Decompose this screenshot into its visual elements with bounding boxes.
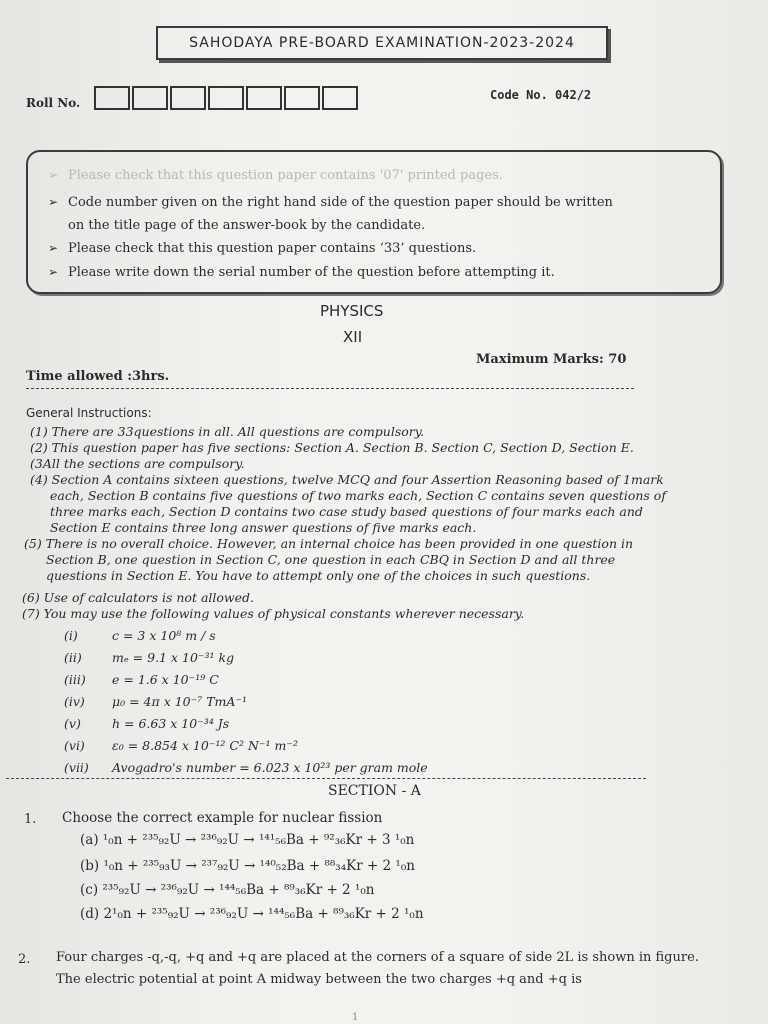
roll-digit-box xyxy=(132,86,168,110)
question-text: Four charges -q,-q, +q and +q are placed at the corners of a square of side 2L is shown in figure. xyxy=(56,950,699,965)
class-label: XII xyxy=(343,328,363,346)
page-number: 1 xyxy=(352,1012,359,1023)
notice-line: on the title page of the answer-book by the candidate. xyxy=(68,218,426,233)
notice-line: ➢ Please check that this question paper contains '07' printed pages. xyxy=(48,168,503,183)
question-text: The electric potential at point A midway between the two charges +q and +q is xyxy=(56,972,582,987)
instruction-line: (1) There are 33questions in all. All questions are compulsory. xyxy=(30,424,425,439)
instruction-line: (4) Section A contains sixteen questions, twelve MCQ and four Assertion Reasoning based of 1mark xyxy=(30,472,664,487)
question-text: Choose the correct example for nuclear fission xyxy=(62,810,383,826)
instruction-line: (5) There is no overall choice. However, an internal choice has been provided in one question in xyxy=(24,536,634,551)
code-number: Code No. 042/2 xyxy=(490,88,592,102)
constant-index: (iii) xyxy=(64,672,86,687)
instruction-line: each, Section B contains five questions of two marks each, Section C contains seven questions of xyxy=(50,488,666,503)
constant-value: μ₀ = 4π x 10⁻⁷ TmA⁻¹ xyxy=(112,694,248,709)
constant-value: ε₀ = 8.854 x 10⁻¹² C² N⁻¹ m⁻² xyxy=(112,738,298,753)
notice-line: ➢ Code number given on the right hand side of the question paper should be written xyxy=(48,195,613,210)
roll-digit-box xyxy=(94,86,130,110)
roll-number-boxes xyxy=(94,86,360,110)
instructions-heading: General Instructions: xyxy=(26,406,152,420)
arrow-icon: ➢ xyxy=(48,241,59,255)
constant-index: (i) xyxy=(64,628,78,643)
constant-value: mₑ = 9.1 x 10⁻³¹ kg xyxy=(112,650,235,665)
roll-digit-box xyxy=(170,86,206,110)
option-a: (a) ¹₀n + ²³⁵₉₂U → ²³⁶₉₂U → ¹⁴¹₅₆Ba + ⁹²₃₆Kr + 3 ¹₀n xyxy=(80,832,415,848)
question-number: 2. xyxy=(18,952,31,967)
maximum-marks: Maximum Marks: 70 xyxy=(476,352,627,367)
constant-value: h = 6.63 x 10⁻³⁴ Js xyxy=(112,716,230,731)
option-b: (b) ¹₀n + ²³⁵₉₃U → ²³⁷₉₂U → ¹⁴⁰₅₂Ba + ⁸⁸₃₄Kr + 2 ¹₀n xyxy=(80,858,415,874)
exam-title: SAHODAYA PRE-BOARD EXAMINATION-2023-2024 xyxy=(156,26,608,60)
roll-digit-box xyxy=(322,86,358,110)
question-number: 1. xyxy=(24,812,37,827)
option-d: (d) 2¹₀n + ²³⁵₉₂U → ²³⁶₉₂U → ¹⁴⁴₅₆Ba + ⁸⁹₃₆Kr + 2 ¹₀n xyxy=(80,906,424,922)
arrow-icon: ➢ xyxy=(48,265,59,279)
constant-index: (vii) xyxy=(64,760,89,775)
time-allowed: Time allowed :3hrs. xyxy=(26,369,170,384)
constant-index: (ii) xyxy=(64,650,82,665)
roll-digit-box xyxy=(284,86,320,110)
divider xyxy=(6,778,646,779)
arrow-icon: ➢ xyxy=(48,195,59,209)
instruction-line: (3All the sections are compulsory. xyxy=(30,456,245,471)
instruction-line: three marks each, Section D contains two case study based questions of four marks each and xyxy=(50,504,643,519)
roll-digit-box xyxy=(246,86,282,110)
constant-value: e = 1.6 x 10⁻¹⁹ C xyxy=(112,672,219,687)
instruction-line: Section B, one question in Section C, one question in each CBQ in Section D and all three xyxy=(46,552,616,567)
roll-digit-box xyxy=(208,86,244,110)
option-c: (c) ²³⁵₉₂U → ²³⁶₉₂U → ¹⁴⁴₅₆Ba + ⁸⁹₃₆Kr + 2 ¹₀n xyxy=(80,882,375,898)
instruction-line: (7) You may use the following values of physical constants wherever necessary. xyxy=(22,606,525,621)
instruction-line: (6) Use of calculators is not allowed. xyxy=(22,590,254,605)
constant-index: (vi) xyxy=(64,738,85,753)
instruction-line: Section E contains three long answer questions of five marks each. xyxy=(50,520,477,535)
instruction-line: questions in Section E. You have to attempt only one of the choices in such questions. xyxy=(46,568,591,583)
roll-number-label: Roll No. xyxy=(26,96,81,110)
arrow-icon: ➢ xyxy=(48,168,59,182)
subject-title: PHYSICS xyxy=(320,302,384,320)
constant-value: c = 3 x 10⁸ m / s xyxy=(112,628,216,643)
constant-value: Avogadro's number = 6.023 x 10²³ per gram mole xyxy=(112,760,428,775)
notice-line: ➢ Please write down the serial number of the question before attempting it. xyxy=(48,265,555,280)
section-a-title: SECTION - A xyxy=(328,783,421,799)
instruction-line: (2) This question paper has five sections: Section A. Section B. Section C, Section D, Section E. xyxy=(30,440,634,455)
divider xyxy=(26,388,634,389)
notice-line: ➢ Please check that this question paper contains ‘33’ questions. xyxy=(48,241,477,256)
constant-index: (v) xyxy=(64,716,81,731)
constant-index: (iv) xyxy=(64,694,85,709)
